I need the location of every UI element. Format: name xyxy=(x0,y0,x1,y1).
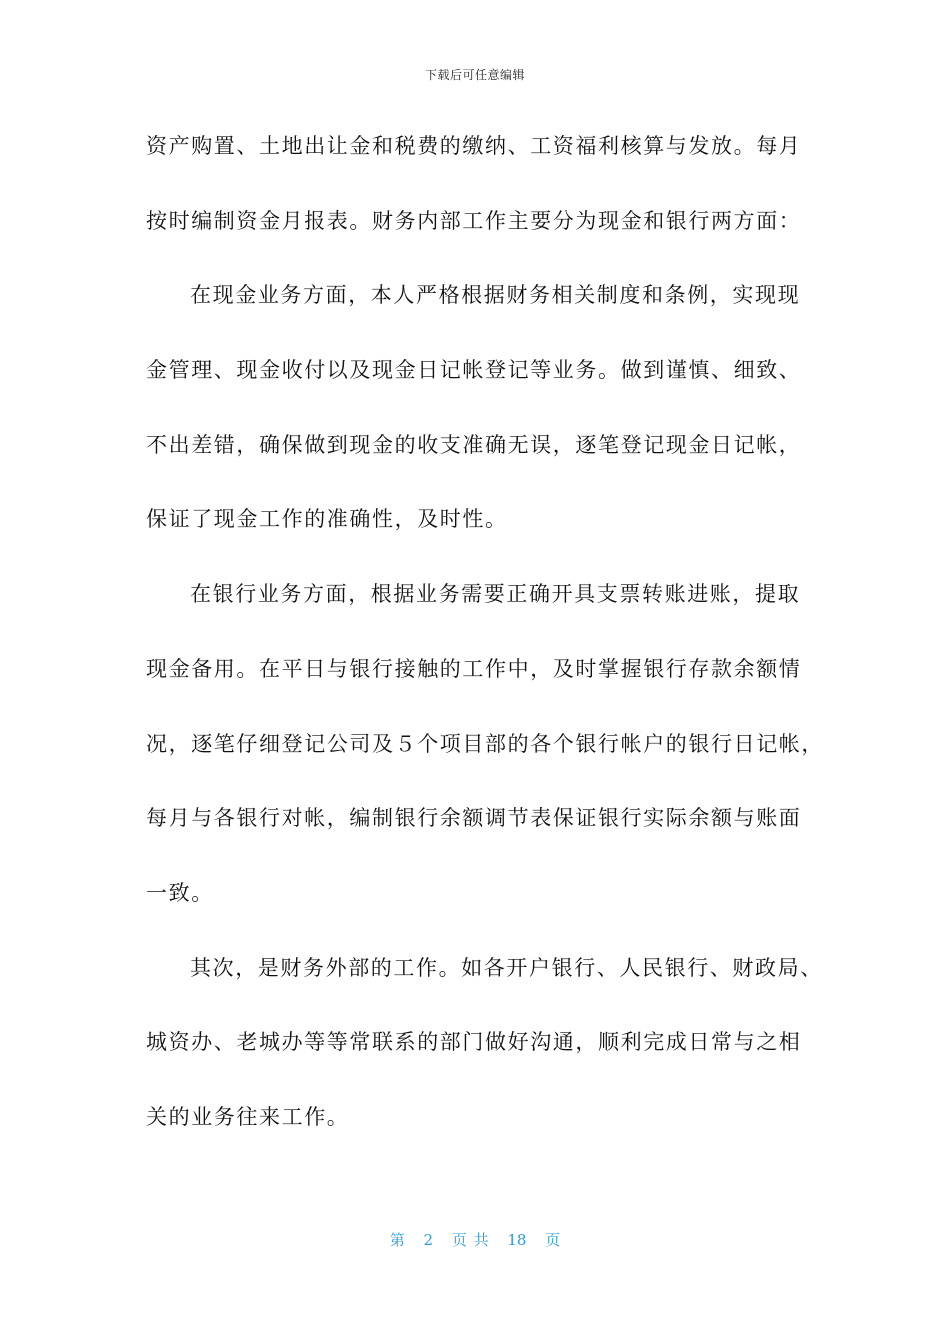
footer-page-number: 2 xyxy=(423,1231,434,1249)
text-line: 不出差错，确保做到现金的收支准确无误，逐笔登记现金日记帐， xyxy=(146,432,802,457)
text-line: 关的业务往来工作。 xyxy=(146,1104,350,1129)
paragraph-start-line: 其次，是财务外部的工作。如各开户银行、人民银行、财政局、 xyxy=(190,955,823,980)
text-line: 现金备用。在平日与银行接触的工作中，及时掌握银行存款余额情 xyxy=(146,656,802,681)
page-header-note: 下载后可任意编辑 xyxy=(424,68,525,82)
text-line: 按时编制资金月报表。财务内部工作主要分为现金和银行两方面： xyxy=(146,208,802,233)
text-line: 每月与各银行对帐，编制银行余额调节表保证银行实际余额与账面 xyxy=(146,806,802,831)
paragraph-start-line: 在银行业务方面，根据业务需要正确开具支票转账进账，提取 xyxy=(190,582,801,607)
footer-prefix: 第 xyxy=(389,1231,405,1249)
footer-suffix: 页 xyxy=(545,1231,561,1249)
text-line: 资产购置、土地出让金和税费的缴纳、工资福利核算与发放。每月 xyxy=(146,134,802,158)
text-line: 况，逐笔仔细登记公司及５个项目部的各个银行帐户的银行日记帐， xyxy=(146,731,824,756)
document-body xyxy=(146,126,824,1172)
footer-middle: 页 共 xyxy=(451,1231,489,1249)
text-line: 保证了现金工作的准确性，及时性。 xyxy=(146,507,508,532)
text-line: 一致。 xyxy=(146,880,214,905)
text-line: 城资办、老城办等等常联系的部门做好沟通，顺利完成日常与之相 xyxy=(146,1030,802,1055)
text-line: 金管理、现金收付以及现金日记帐登记等业务。做到谨慎、细致、 xyxy=(146,358,802,383)
footer-total-pages: 18 xyxy=(507,1231,527,1249)
paragraph-start-line: 在现金业务方面，本人严格根据财务相关制度和条例，实现现 xyxy=(190,283,801,308)
page-footer xyxy=(0,1229,950,1250)
